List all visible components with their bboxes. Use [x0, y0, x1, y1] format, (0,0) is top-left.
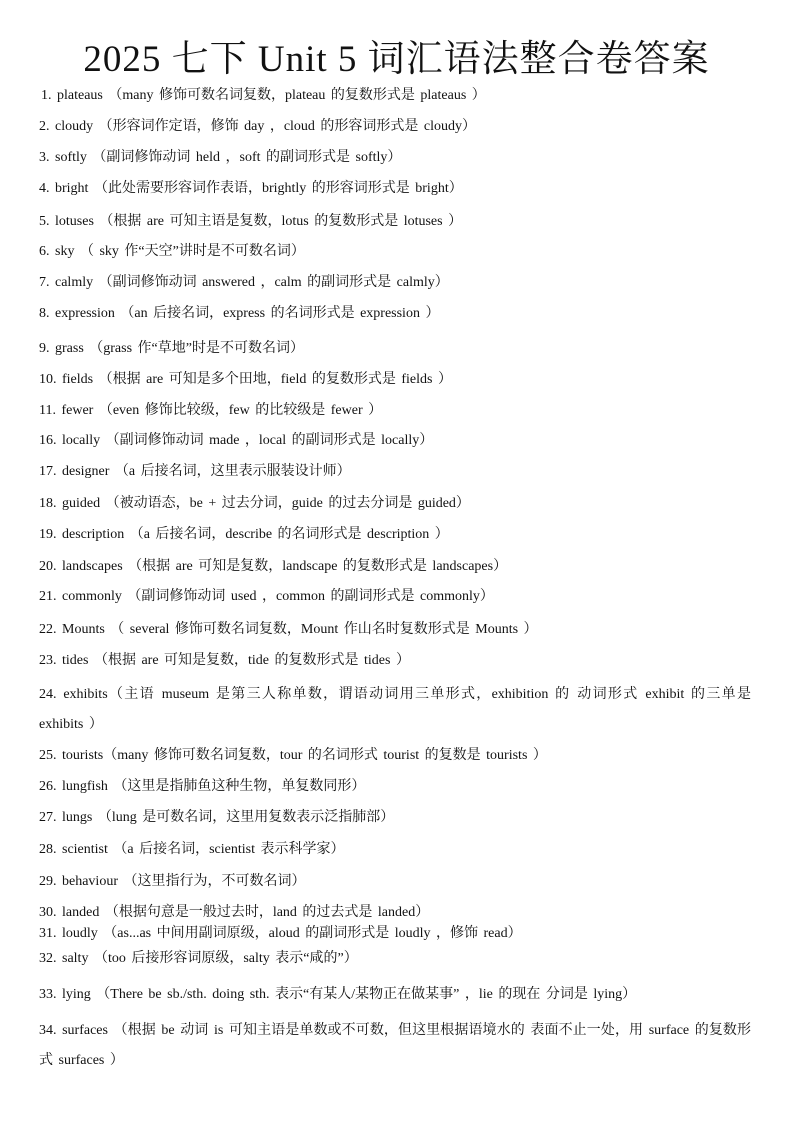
- answer-item-1: 1. plateaus （many 修饰可数名词复数，plateau 的复数形式是 plateaus ）: [41, 88, 486, 103]
- answer-item-18: 18. guided （被动语态，be + 过去分词，guide 的过去分词是 guided）: [39, 496, 470, 511]
- answer-item-6: 6. sky （ sky 作“天空”讲时是不可数名词）: [39, 244, 305, 259]
- answer-item-31: 31. loudly （as...as 中间用副词原级，aloud 的副词形式是 loudly ，修饰 read）: [39, 926, 522, 941]
- answer-item-27: 27. lungs （lung 是可数名词，这里用复数表示泛指肺部）: [39, 810, 395, 825]
- answer-item-22: 22. Mounts （ several 修饰可数名词复数，Mount 作山名时复数形式是 Mounts ）: [39, 622, 538, 637]
- page-title: 2025 七下 Unit 5 词汇语法整合卷答案: [83, 39, 710, 80]
- answer-item-20: 20. landscapes （根据 are 可知是复数，landscape 的复数形式是 landscapes）: [39, 559, 508, 574]
- answer-item-7: 7. calmly （副词修饰动词 answered ，calm 的副词形式是 calmly）: [39, 275, 449, 290]
- answer-item-8: 8. expression （an 后接名词，express 的名词形式是 expression ）: [39, 306, 440, 321]
- answer-item-9: 9. grass （grass 作“草地”时是不可数名词）: [39, 341, 304, 356]
- answer-item-5: 5. lotuses （根据 are 可知主语是复数，lotus 的复数形式是 lotuses ）: [39, 214, 463, 229]
- answer-item-26: 26. lungfish （这里是指肺鱼这种生物，单复数同形）: [39, 779, 366, 794]
- answer-item-16: 16. locally （副词修饰动词 made ，local 的副词形式是 locally）: [39, 433, 434, 448]
- answer-item-17: 17. designer （a 后接名词，这里表示服装设计师）: [39, 464, 351, 479]
- answer-item-25: 25. tourists（many 修饰可数名词复数，tour 的名词形式 tourist 的复数是 tourists ）: [39, 748, 547, 763]
- answer-item-4: 4. bright （此处需要形容词作表语，brightly 的形容词形式是 bright）: [39, 181, 463, 196]
- answer-item-24: 24. exhibits（主语 museum 是第三人称单数，谓语动词用三单形式，exhibition 的 动词形式 exhibit 的三单是 exhibits ）: [39, 687, 751, 732]
- answer-item-11: 11. fewer （even 修饰比较级，few 的比较级是 fewer ）: [39, 403, 383, 418]
- answer-item-28: 28. scientist （a 后接名词，scientist 表示科学家）: [39, 842, 345, 857]
- answer-item-2: 2. cloudy （形容词作定语，修饰 day ，cloud 的形容词形式是 cloudy）: [39, 119, 477, 134]
- answer-item-29: 29. behaviour （这里指行为，不可数名词）: [39, 874, 306, 889]
- answer-item-32: 32. salty （too 后接形容词原级，salty 表示“咸的”）: [39, 951, 358, 966]
- answer-item-23: 23. tides （根据 are 可知是复数，tide 的复数形式是 tides ）: [39, 653, 410, 668]
- answer-item-10: 10. fields （根据 are 可知是多个田地，field 的复数形式是 fields ）: [39, 372, 452, 387]
- answer-item-3: 3. softly （副词修饰动词 held ，soft 的副词形式是 softly）: [39, 150, 402, 165]
- answer-item-33: 33. lying （There be sb./sth. doing sth. 表示“有某人/某物正在做某事” ，lie 的现在 分词是 lying）: [39, 987, 637, 1002]
- answer-item-21: 21. commonly （副词修饰动词 used ，common 的副词形式是 commonly）: [39, 589, 494, 604]
- answer-item-34: 34. surfaces （根据 be 动词 is 可知主语是单数或不可数，但这里根据语境水的 表面不止一处，用 surface 的复数形式 surfaces ）: [39, 1023, 751, 1068]
- answer-item-19: 19. description （a 后接名词，describe 的名词形式是 description ）: [39, 527, 449, 542]
- answer-item-30: 30. landed （根据句意是一般过去时，land 的过去式是 landed）: [39, 905, 430, 920]
